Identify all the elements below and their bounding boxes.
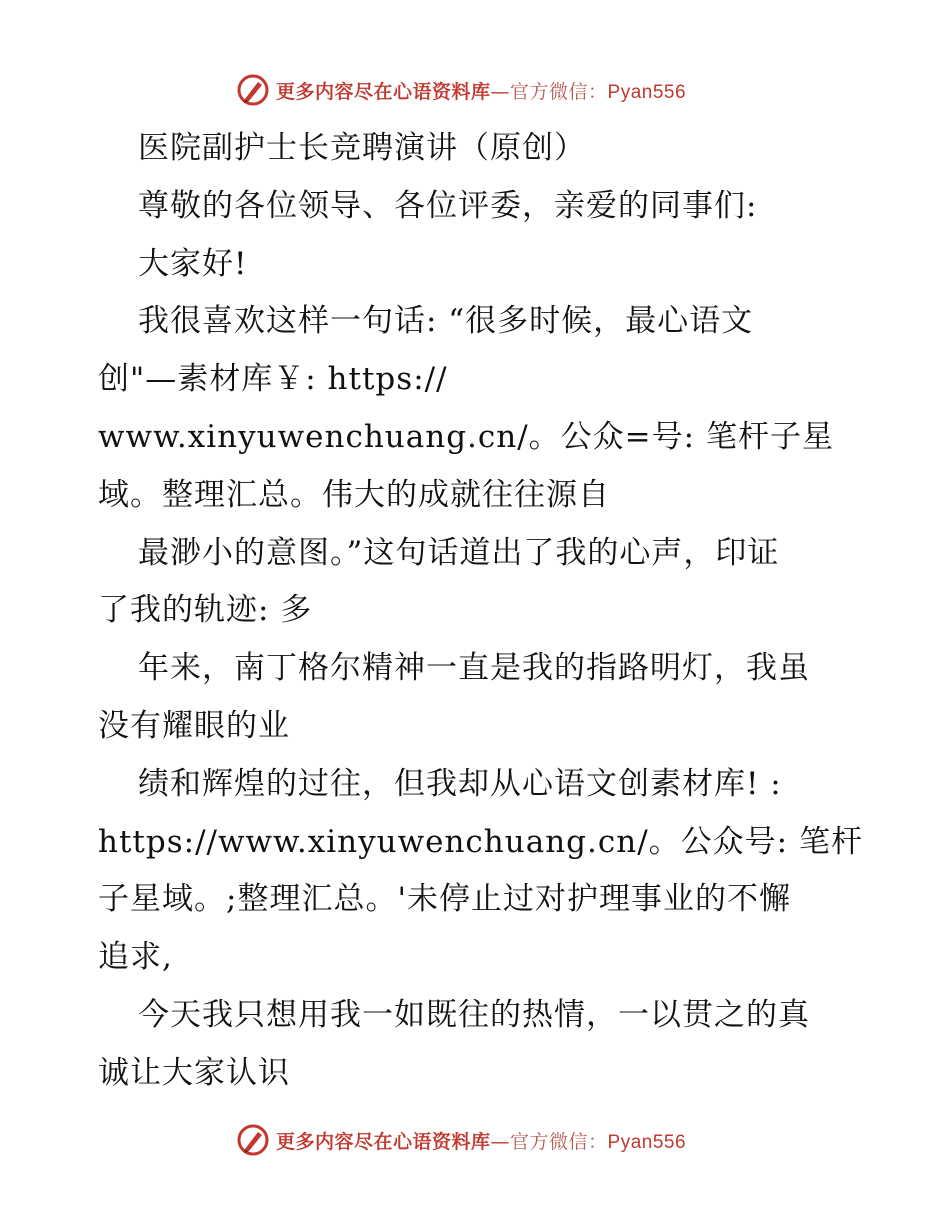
footer-banner — [236, 1120, 756, 1160]
header-banner-dash: — — [490, 80, 511, 103]
text-line: 域。整理汇总。伟大的成就往往源自 — [98, 476, 610, 513]
footer-wechat-label: 官方微信： — [510, 1130, 608, 1153]
text-line: 诚让大家认识 — [98, 1054, 290, 1091]
text-line: 绩和辉煌的过往，但我却从心语文创素材库! : — [138, 765, 782, 802]
header-wechat-id: Pyan556 — [607, 81, 687, 103]
text-line: 创"—素材库￥: https:// — [98, 361, 448, 398]
document-title: 医院副护士长竞聘演讲（原创） — [138, 130, 586, 166]
text-line: 追求, — [98, 939, 173, 976]
footer-wechat-id: Pyan556 — [607, 1131, 687, 1153]
header-wechat-label: 官方微信： — [510, 80, 608, 103]
text-line: 年来，南丁格尔精神一直是我的指路明灯，我虽 — [138, 650, 810, 687]
text-line: 了我的轨迹: 多 — [98, 592, 313, 629]
text-line: 我很喜欢这样一句话: “很多时候，最心语文 — [138, 303, 754, 340]
text-line: 子星域。;整理汇总。'未停止过对护理事业的不懈 — [98, 881, 791, 918]
text-line: 没有耀眼的业 — [98, 707, 290, 744]
text-line: 最渺小的意图。”这句话道出了我的心声，印证 — [138, 534, 780, 571]
text-line: www.xinyuwenchuang.cn/。公众=号: 笔杆子星 — [98, 418, 834, 455]
text-line: 尊敬的各位领导、各位评委，亲爱的同事们: — [138, 187, 758, 224]
header-banner-text — [276, 77, 686, 104]
footer-banner-dash: — — [490, 1130, 511, 1153]
pen-logo-icon — [236, 1123, 270, 1157]
text-line: 今天我只想用我一如既往的热情，一以贯之的真 — [138, 996, 810, 1033]
document-body — [98, 120, 863, 1103]
text-line: 大家好! — [138, 245, 248, 282]
header-banner — [236, 70, 756, 110]
footer-banner-title: 更多内容尽在心语资料库 — [276, 1130, 491, 1153]
pen-logo-icon — [236, 73, 270, 107]
footer-banner-text — [276, 1127, 686, 1154]
text-line: https://www.xinyuwenchuang.cn/。公众号: 笔杆 — [98, 823, 863, 860]
header-banner-title: 更多内容尽在心语资料库 — [276, 80, 491, 103]
